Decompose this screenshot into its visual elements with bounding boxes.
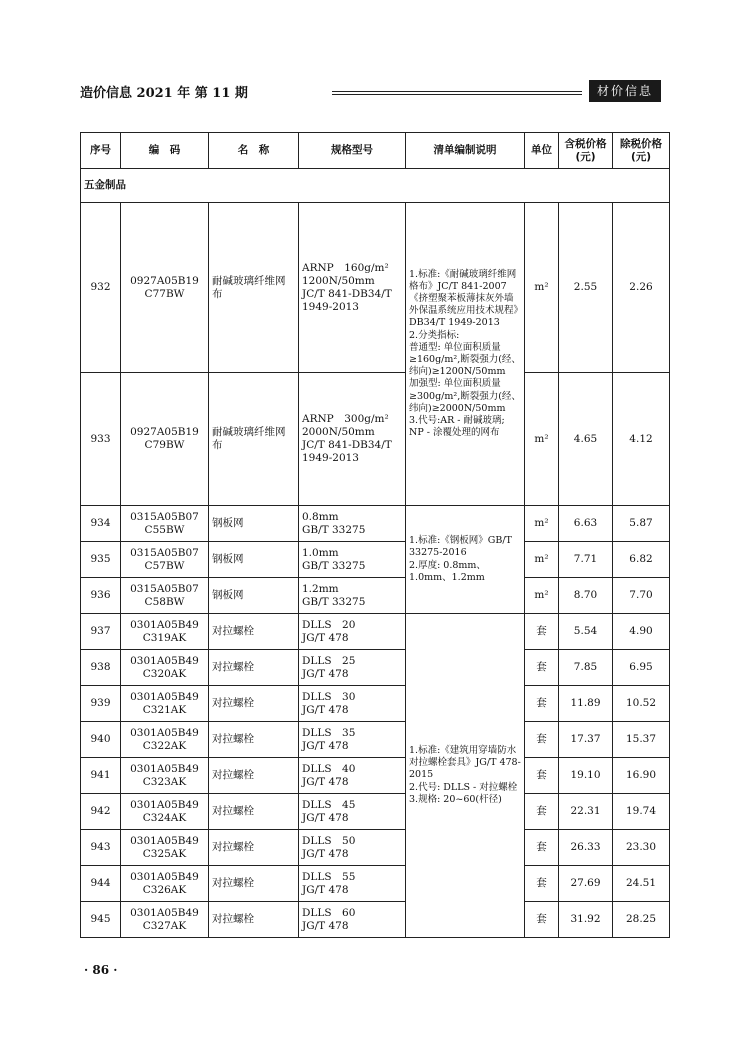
row-price-notax: 4.90 (613, 614, 670, 650)
row-code: 0301A05B49 C327AK (121, 902, 209, 938)
col-header-unit: 单位 (525, 133, 559, 169)
col-header-note: 清单编制说明 (406, 133, 525, 169)
row-description: 1.标准:《耐碱玻璃纤维网格布》JC/T 841-2007 《挤塑聚苯板薄抹灰外墙外保温系统应用技术规程》DB34/T 1949-2013 2.分类指标: 普通型: 单位面积质量≥160g/m²,断裂强力(经、纬向)≥1200N/50mm 加强型: 单位面积质量≥300g/m²,断裂强力(经、纬向)≥2000N/50mm 3.代号:AR - 耐碱玻璃; NP - 涂覆处理的网布 (406, 203, 525, 506)
row-price-tax: 6.63 (559, 506, 613, 542)
row-price-tax: 11.89 (559, 686, 613, 722)
table-row (81, 578, 670, 614)
row-price-notax: 6.95 (613, 650, 670, 686)
row-number: 945 (81, 902, 121, 938)
row-number: 942 (81, 794, 121, 830)
row-unit: 套 (525, 722, 559, 758)
row-name: 钢板网 (209, 578, 299, 614)
row-spec: DLLS 35 JG/T 478 (299, 722, 406, 758)
row-price-notax: 5.87 (613, 506, 670, 542)
table-row (81, 506, 670, 542)
row-spec: DLLS 25 JG/T 478 (299, 650, 406, 686)
row-price-tax: 19.10 (559, 758, 613, 794)
row-unit: 套 (525, 758, 559, 794)
row-code: 0315A05B07 C57BW (121, 542, 209, 578)
row-price-notax: 7.70 (613, 578, 670, 614)
row-code: 0927A05B19 C79BW (121, 373, 209, 506)
row-description: 1.标准:《建筑用穿墙防水对拉螺栓套具》JG/T 478-2015 2.代号: DLLS - 对拉螺栓 3.规格: 20~60(杆径) (406, 614, 525, 938)
row-unit: 套 (525, 866, 559, 902)
row-unit: m² (525, 542, 559, 578)
row-price-notax: 19.74 (613, 794, 670, 830)
row-unit: 套 (525, 902, 559, 938)
journal-title: 造价信息 2021 年 第 11 期 (80, 86, 248, 101)
row-code: 0301A05B49 C326AK (121, 866, 209, 902)
row-price-tax: 5.54 (559, 614, 613, 650)
row-spec: 1.2mm GB/T 33275 (299, 578, 406, 614)
col-header-spec: 规格型号 (299, 133, 406, 169)
row-price-tax: 2.55 (559, 203, 613, 373)
row-spec: DLLS 55 JG/T 478 (299, 866, 406, 902)
row-code: 0301A05B49 C321AK (121, 686, 209, 722)
row-unit: m² (525, 203, 559, 373)
row-name: 耐碱玻璃纤维网布 (209, 203, 299, 373)
row-spec: DLLS 30 JG/T 478 (299, 686, 406, 722)
row-name: 钢板网 (209, 542, 299, 578)
table-row (81, 866, 670, 902)
row-code: 0301A05B49 C322AK (121, 722, 209, 758)
row-spec: DLLS 50 JG/T 478 (299, 830, 406, 866)
table-row (81, 902, 670, 938)
row-price-notax: 2.26 (613, 203, 670, 373)
row-unit: 套 (525, 686, 559, 722)
row-name: 对拉螺栓 (209, 902, 299, 938)
row-code: 0927A05B19 C77BW (121, 203, 209, 373)
page-number: · 86 · (84, 963, 118, 977)
row-price-notax: 16.90 (613, 758, 670, 794)
row-price-tax: 26.33 (559, 830, 613, 866)
row-price-notax: 15.37 (613, 722, 670, 758)
row-name: 对拉螺栓 (209, 866, 299, 902)
table-row (81, 794, 670, 830)
row-spec: DLLS 40 JG/T 478 (299, 758, 406, 794)
table-row (81, 542, 670, 578)
row-spec: ARNP 300g/m² 2000N/50mm JC/T 841-DB34/T 1949-2013 (299, 373, 406, 506)
row-price-notax: 28.25 (613, 902, 670, 938)
col-header-code: 编 码 (121, 133, 209, 169)
row-unit: 套 (525, 794, 559, 830)
row-code: 0301A05B49 C319AK (121, 614, 209, 650)
row-price-tax: 27.69 (559, 866, 613, 902)
row-number: 937 (81, 614, 121, 650)
row-number: 940 (81, 722, 121, 758)
table-row (81, 373, 670, 506)
table-row (81, 650, 670, 686)
row-number: 941 (81, 758, 121, 794)
row-price-tax: 4.65 (559, 373, 613, 506)
price-table (80, 132, 670, 938)
row-name: 钢板网 (209, 506, 299, 542)
row-number: 935 (81, 542, 121, 578)
row-price-notax: 10.52 (613, 686, 670, 722)
header-rule-secondary (332, 94, 582, 95)
row-spec: DLLS 60 JG/T 478 (299, 902, 406, 938)
row-name: 耐碱玻璃纤维网布 (209, 373, 299, 506)
section-badge: 材价信息 (589, 80, 661, 102)
row-price-tax: 31.92 (559, 902, 613, 938)
row-unit: m² (525, 373, 559, 506)
row-spec: 0.8mm GB/T 33275 (299, 506, 406, 542)
col-header-price-notax: 除税价格(元) (613, 133, 670, 169)
row-price-notax: 4.12 (613, 373, 670, 506)
row-unit: m² (525, 506, 559, 542)
table-row (81, 758, 670, 794)
row-price-notax: 24.51 (613, 866, 670, 902)
category-row (81, 169, 670, 203)
row-unit: 套 (525, 830, 559, 866)
row-number: 933 (81, 373, 121, 506)
row-spec: 1.0mm GB/T 33275 (299, 542, 406, 578)
row-price-notax: 23.30 (613, 830, 670, 866)
row-spec: DLLS 45 JG/T 478 (299, 794, 406, 830)
row-name: 对拉螺栓 (209, 614, 299, 650)
row-unit: m² (525, 578, 559, 614)
col-header-price-tax: 含税价格(元) (559, 133, 613, 169)
table-row (81, 686, 670, 722)
row-code: 0301A05B49 C325AK (121, 830, 209, 866)
row-price-tax: 8.70 (559, 578, 613, 614)
row-spec: ARNP 160g/m² 1200N/50mm JC/T 841-DB34/T 1949-2013 (299, 203, 406, 373)
row-code: 0301A05B49 C324AK (121, 794, 209, 830)
row-price-tax: 22.31 (559, 794, 613, 830)
col-header-name: 名 称 (209, 133, 299, 169)
row-description: 1.标准:《钢板网》GB/T 33275-2016 2.厚度: 0.8mm、1.0mm、1.2mm (406, 506, 525, 614)
table-row (81, 614, 670, 650)
row-price-tax: 17.37 (559, 722, 613, 758)
table-header-row (81, 133, 670, 169)
row-name: 对拉螺栓 (209, 794, 299, 830)
row-name: 对拉螺栓 (209, 650, 299, 686)
row-name: 对拉螺栓 (209, 722, 299, 758)
row-price-tax: 7.71 (559, 542, 613, 578)
row-number: 936 (81, 578, 121, 614)
col-header-no: 序号 (81, 133, 121, 169)
row-number: 932 (81, 203, 121, 373)
row-number: 943 (81, 830, 121, 866)
row-number: 939 (81, 686, 121, 722)
row-number: 938 (81, 650, 121, 686)
table-row (81, 203, 670, 373)
running-header (80, 80, 661, 104)
row-code: 0315A05B07 C55BW (121, 506, 209, 542)
row-number: 944 (81, 866, 121, 902)
row-name: 对拉螺栓 (209, 686, 299, 722)
category-label: 五金制品 (81, 169, 670, 203)
row-unit: 套 (525, 614, 559, 650)
row-code: 0315A05B07 C58BW (121, 578, 209, 614)
row-spec: DLLS 20 JG/T 478 (299, 614, 406, 650)
row-price-notax: 6.82 (613, 542, 670, 578)
row-price-tax: 7.85 (559, 650, 613, 686)
row-number: 934 (81, 506, 121, 542)
table-row (81, 722, 670, 758)
row-code: 0301A05B49 C320AK (121, 650, 209, 686)
header-rule (332, 91, 582, 92)
row-code: 0301A05B49 C323AK (121, 758, 209, 794)
row-name: 对拉螺栓 (209, 758, 299, 794)
table-row (81, 830, 670, 866)
row-name: 对拉螺栓 (209, 830, 299, 866)
row-unit: 套 (525, 650, 559, 686)
